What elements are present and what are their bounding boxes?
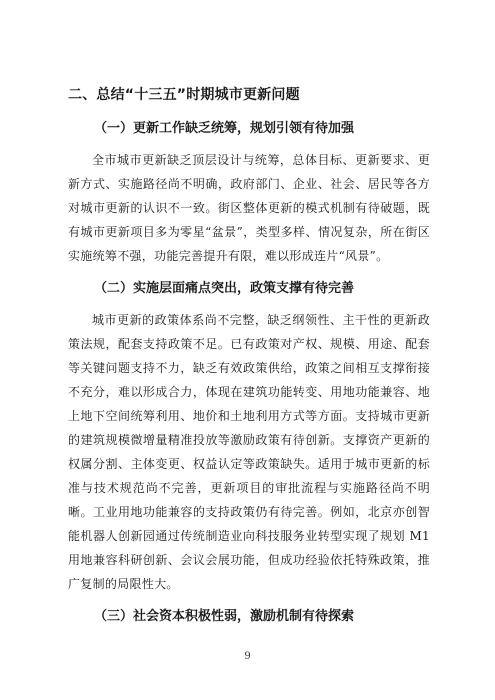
section-heading: 二、总结“十三五”时期城市更新问题 bbox=[68, 87, 300, 103]
subsection-heading-2: （二）实施层面痛点突出，政策支撑有待完善 bbox=[94, 281, 355, 296]
subsection-paragraph-1: 全市城市更新缺乏顶层设计与统筹，总体目标、更新要求、更新方式、实施路径尚不明确，政府部门、企业、社会、居民等各方对城市更新的认识不一致。街区整体更新的模式机制有待破题，既有城市更新项目多为零星“盆景”，类型多样、情况复杂，所在街区实施统筹不强，功能完善提升有限，难以形成连片“风景”。 bbox=[68, 153, 430, 263]
subsection-heading-1: （一）更新工作缺乏统筹，规划引领有待加强 bbox=[94, 121, 355, 136]
page-number: 9 bbox=[244, 651, 251, 662]
subsection-paragraph-2: 城市更新的政策体系尚不完整，缺乏纲领性、主干性的更新政策法规，配套支持政策不足。已有政策对产权、规模、用途、配套等关键问题支持不力，缺乏有效政策供给，政策之间相互支撑衔接不充分，难以形成合力，体现在建筑功能转变、用地功能兼容、地上地下空间统筹利用、地价和土地利用方式等方面。支持城市更新的建筑规模微增量精准投放等激励政策有待创新。支撑资产更新的权属分割、主体变更、权益认定等政策缺失。适用于城市更新的标准与技术规范尚不完善，更新项目的审批流程与实施路径尚不明晰。工业用地功能兼容的支持政策仍有待完善。例如，北京亦创智能机器人创新园通过传统制造业向科技服务业转型实现了规划 M1 用地兼容科研创新、会议会展功能，但成功经验依托特殊政策，推广复制的局限性大。 bbox=[68, 313, 430, 591]
page-content bbox=[68, 82, 430, 636]
subsection-heading-3: （三）社会资本积极性弱，激励机制有待探索 bbox=[94, 609, 355, 624]
